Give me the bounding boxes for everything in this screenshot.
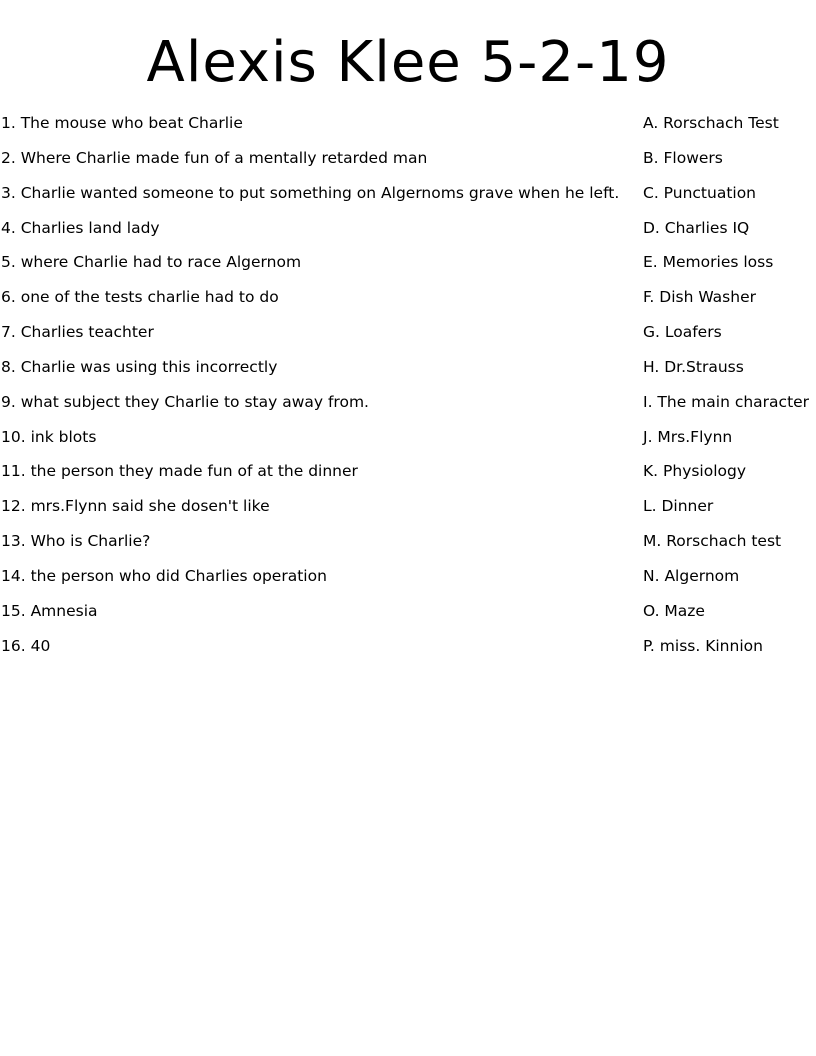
answer-text: J. Mrs.Flynn: [643, 427, 733, 446]
clue-text: 7. Charlies teachter: [1, 323, 154, 342]
answer-text: D. Charlies IQ: [643, 218, 750, 237]
matching-row: [0, 182, 816, 217]
page-title: Alexis Klee 5-2-19: [146, 30, 670, 95]
matching-row: [0, 600, 816, 635]
clue-text: 2. Where Charlie made fun of a mentally retarded man: [1, 148, 428, 167]
answer-text: O. Maze: [643, 601, 705, 620]
answer-text: C. Punctuation: [643, 183, 757, 202]
clue-text: 13. Who is Charlie?: [1, 532, 151, 551]
clue-text: 11. the person they made fun of at the dinner: [1, 462, 358, 481]
matching-row: [0, 495, 816, 530]
matching-row: [0, 426, 816, 461]
matching-row: [0, 217, 816, 252]
answer-text: E. Memories loss: [643, 253, 774, 272]
clue-text: 15. Amnesia: [1, 601, 98, 620]
answer-text: G. Loafers: [643, 323, 722, 342]
clue-text: 12. mrs.Flynn said she dosen't like: [1, 497, 270, 516]
answer-text: M. Rorschach test: [643, 532, 782, 551]
answer-text: I. The main character: [643, 392, 810, 411]
answer-text: B. Flowers: [643, 148, 723, 167]
answer-text: F. Dish Washer: [643, 288, 756, 307]
answer-text: A. Rorschach Test: [643, 114, 779, 132]
clue-text: 10. ink blots: [1, 427, 97, 446]
clue-text: 14. the person who did Charlies operation: [1, 566, 327, 585]
matching-row: [0, 460, 816, 495]
clue-text: 3. Charlie wanted someone to put something on Algernoms grave when he left.: [1, 183, 620, 202]
clue-text: 9. what subject they Charlie to stay away from.: [1, 392, 369, 411]
answer-text: K. Physiology: [643, 462, 747, 481]
answer-text: H. Dr.Strauss: [643, 357, 744, 376]
matching-row: [0, 391, 816, 426]
clue-text: 1. The mouse who beat Charlie: [1, 114, 243, 132]
clue-text: 8. Charlie was using this incorrectly: [1, 357, 278, 376]
clue-text: 4. Charlies land lady: [1, 218, 160, 237]
clue-text: 6. one of the tests charlie had to do: [1, 288, 279, 307]
matching-row: [0, 321, 816, 356]
matching-row: [0, 530, 816, 565]
matching-row: [0, 147, 816, 182]
matching-row: [0, 251, 816, 286]
answer-text: L. Dinner: [643, 497, 714, 516]
matching-row: [0, 286, 816, 321]
matching-row: [0, 112, 816, 147]
matching-row: [0, 635, 816, 670]
clue-text: 16. 40: [1, 636, 51, 655]
answer-text: N. Algernom: [643, 566, 740, 585]
answer-text: P. miss. Kinnion: [643, 636, 763, 655]
clue-text: 5. where Charlie had to race Algernom: [1, 253, 302, 272]
matching-list: [0, 112, 816, 670]
matching-row: [0, 565, 816, 600]
matching-row: [0, 356, 816, 391]
